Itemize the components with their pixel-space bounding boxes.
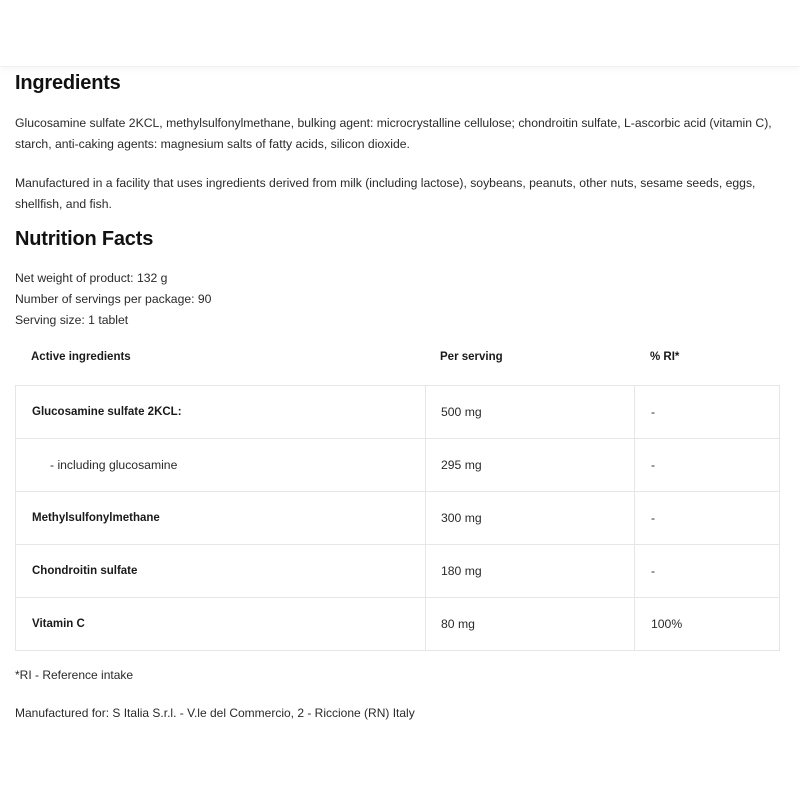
manufacturer-info: Manufactured for: S Italia S.r.l. - V.le del Commercio, 2 - Riccione (RN) Italy <box>15 706 415 720</box>
ingredients-list: Glucosamine sulfate 2KCL, methylsulfonylmethane, bulking agent: microcrystalline cellulose; chondroitin sulfate, L-ascorbic acid (vitamin C), starch, anti-caking agents: magnesium salts of fatty acids, silicon dioxide. <box>15 116 772 151</box>
per-serving-value: 80 mg <box>441 617 475 631</box>
per-serving-value: 300 mg <box>441 511 482 525</box>
ri-value: - <box>651 511 656 525</box>
table-body <box>15 385 780 651</box>
ri-footnote: *RI - Reference intake <box>15 668 134 682</box>
net-weight: Net weight of product: 132 g <box>15 271 168 285</box>
nutrition-table <box>15 337 780 651</box>
allergen-notice: Manufactured in a facility that uses ingredients derived from milk (including lactose), soybeans, peanuts, other nuts, sesame seeds, eggs, shellfish, and fish. <box>15 176 756 211</box>
ingredient-name: - including glucosamine <box>50 458 178 472</box>
ingredient-name: Chondroitin sulfate <box>32 565 138 577</box>
ri-value: - <box>651 458 656 472</box>
nutrition-heading: Nutrition Facts <box>15 228 154 250</box>
per-serving-value: 500 mg <box>441 405 482 419</box>
serving-size: Serving size: 1 tablet <box>15 313 129 327</box>
ingredient-name: Glucosamine sulfate 2KCL: <box>32 406 182 418</box>
ri-value: - <box>651 564 656 578</box>
column-header-per-serving: Per serving <box>440 351 503 363</box>
per-serving-value: 180 mg <box>441 564 482 578</box>
top-bar <box>0 0 800 67</box>
ingredient-name: Methylsulfonylmethane <box>32 512 160 524</box>
servings-per-package: Number of servings per package: 90 <box>15 292 212 306</box>
table-row <box>16 544 779 597</box>
column-header-active-ingredients: Active ingredients <box>31 351 131 363</box>
ingredient-name: Vitamin C <box>32 618 85 630</box>
table-row <box>16 597 779 650</box>
column-header-ri: % RI* <box>650 351 680 363</box>
ri-value: - <box>651 405 656 419</box>
table-row <box>16 491 779 544</box>
table-row <box>16 438 779 491</box>
per-serving-value: 295 mg <box>441 458 482 472</box>
table-header <box>15 337 780 385</box>
table-row <box>16 386 779 438</box>
ri-value: 100% <box>651 617 683 631</box>
ingredients-heading: Ingredients <box>15 72 121 94</box>
